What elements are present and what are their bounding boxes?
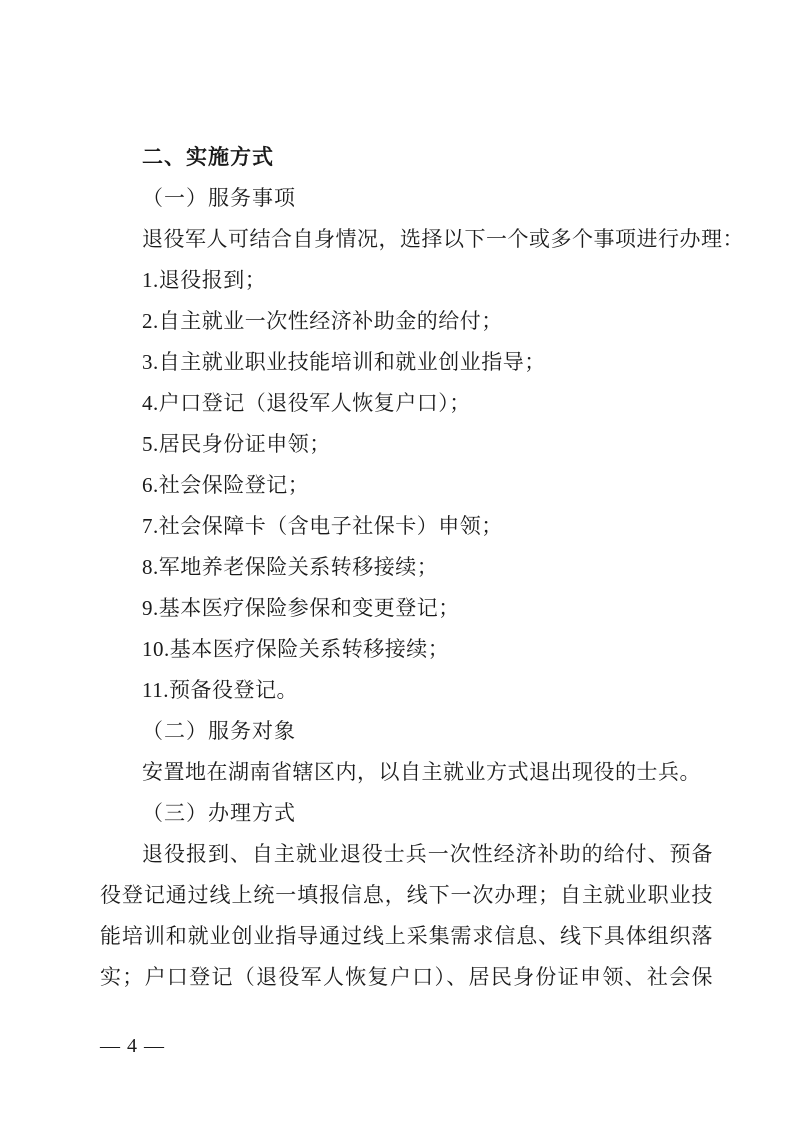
subsection-1-title: （一）服务事项 [142,186,296,210]
subsection-3-title: （三）办理方式 [142,801,296,825]
page-number: — 4 — [100,1035,165,1057]
section-3-paragraph-line: 退役报到、自主就业退役士兵一次性经济补助的给付、预备 [142,842,713,866]
section-3-paragraph-line: 能培训和就业创业指导通过线上采集需求信息、线下具体组织落 [100,924,713,948]
service-item-6: 6.社会保险登记； [142,473,310,497]
section-2-body: 安置地在湖南省辖区内，以自主就业方式退出现役的士兵。 [142,760,701,784]
section-3-paragraph-line: 实；户口登记（退役军人恢复户口）、居民身份证申领、社会保 [100,965,713,989]
service-item-4: 4.户口登记（退役军人恢复户口）； [142,391,471,415]
service-item-1: 1.退役报到； [142,268,267,292]
section-3-paragraph-line: 役登记通过线上统一填报信息，线下一次办理；自主就业职业技 [100,883,713,907]
service-item-11: 11.预备役登记。 [142,678,298,702]
document-content [100,137,744,998]
subsection-2-title: （二）服务对象 [142,719,296,743]
service-item-8: 8.军地养老保险关系转移接续； [142,555,439,579]
section-1-intro: 退役军人可结合自身情况，选择以下一个或多个事项进行办理： [142,227,744,251]
service-item-7: 7.社会保障卡（含电子社保卡）申领； [142,514,503,538]
service-item-10: 10.基本医疗保险关系转移接续； [142,637,450,661]
service-item-9: 9.基本医疗保险参保和变更登记； [142,596,460,620]
service-item-5: 5.居民身份证申领； [142,432,331,456]
service-item-3: 3.自主就业职业技能培训和就业创业指导； [142,350,546,374]
service-item-2: 2.自主就业一次性经济补助金的给付； [142,309,503,333]
section-heading: 二、实施方式 [142,146,274,169]
